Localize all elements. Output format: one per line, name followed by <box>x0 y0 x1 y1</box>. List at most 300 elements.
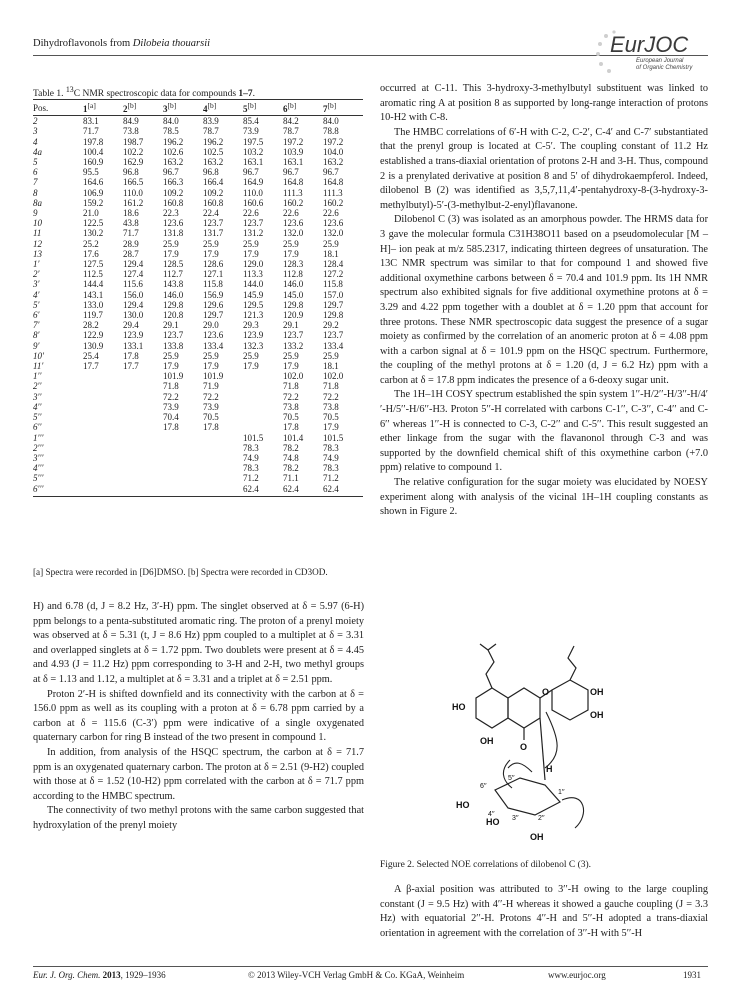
right-column-tail <box>380 883 708 941</box>
table-cell: 110.0 <box>123 187 143 198</box>
table-cell: 74.8 <box>283 452 299 463</box>
table-cell <box>163 453 203 463</box>
table-row <box>33 341 363 351</box>
table-cell: 71.9 <box>203 381 219 392</box>
table-cell: 197.8 <box>83 136 104 147</box>
table-cell: 17.6 <box>83 248 99 259</box>
paragraph: Proton 2′-H is shifted downfield and its connectivity with the carbon at δ = 156.0 ppm as well as its coupling with a proton at δ = 6.78 ppm carried by a carbon at δ = 115.6 (C-3′) ppm were indicative of a single oxygenated quaternary carbon for ring B instead of the two present in compound 1. <box>33 688 364 744</box>
table-cell-position: 4a <box>33 146 42 157</box>
table-cell <box>123 473 163 483</box>
table-cell: 127.5 <box>83 259 104 270</box>
table-cell: 78.3 <box>243 442 259 453</box>
table-cell: 17.8 <box>283 422 299 433</box>
table-cell: 78.3 <box>323 463 339 474</box>
header-compound: 6[b] <box>283 100 323 116</box>
table-cell: 22.4 <box>203 208 219 219</box>
label-h: H <box>546 764 553 774</box>
table-cell: 162.9 <box>123 157 144 168</box>
table-cell-position: 3′′′ <box>33 452 44 463</box>
table-cell: 62.4 <box>323 484 363 497</box>
table-cell: 25.9 <box>323 350 339 361</box>
table-cell: 71.8 <box>323 381 339 392</box>
table-cell <box>83 371 123 381</box>
table-cell: 84.2 <box>283 116 299 127</box>
table-cell: 111.3 <box>323 187 343 198</box>
table-cell: 25.2 <box>83 238 99 249</box>
table-cell: 133.8 <box>163 340 184 351</box>
left-column-text <box>33 600 364 834</box>
table-cell-position: 3′′ <box>33 391 42 402</box>
footer-rule <box>33 966 708 967</box>
label-pos: 2′′ <box>538 815 545 822</box>
table-cell: 123.7 <box>163 330 184 341</box>
label-pos: 3′′ <box>512 815 519 822</box>
table-cell: 161.2 <box>123 197 144 208</box>
table-cell: 70.5 <box>203 412 219 423</box>
table-cell <box>163 433 203 443</box>
table-cell: 197.2 <box>283 136 304 147</box>
table-cell: 164.6 <box>83 177 104 188</box>
table-cell: 72.2 <box>283 391 299 402</box>
table-cell: 95.5 <box>83 167 99 178</box>
table-row <box>33 422 363 432</box>
table-cell: 22.3 <box>163 208 179 219</box>
noe-structure-figure <box>450 640 630 860</box>
ring-b <box>552 680 588 720</box>
table-cell: 101.9 <box>203 371 224 382</box>
header-compound: 4[b] <box>203 100 243 116</box>
table-cell: 73.9 <box>243 126 259 137</box>
table-cell: 133.4 <box>323 340 344 351</box>
table-cell: 164.8 <box>323 177 344 188</box>
table-cell: 28.7 <box>123 248 139 259</box>
table-cell <box>243 392 283 402</box>
table-cell: 74.9 <box>323 452 339 463</box>
table-cell-position: 3′ <box>33 279 40 290</box>
table-cell: 146.0 <box>283 279 304 290</box>
table-cell-position: 13 <box>33 248 42 259</box>
table-cell: 132.0 <box>323 228 344 239</box>
paragraph: Dilobenol C (3) was isolated as an amorphous powder. The HRMS data for 3 gave the molecular formula C31H38O11 based on a pseudomolecular [M – H]– ion peak at m/z 585.2317, indicating thirteen degrees of unsaturation. The 13C NMR spectrum was similar to that for compound 1 and showed five additional oxymethine carbons between δ = 70.4 and 101.9 ppm. Its 1H NMR spectrum also exhibited signals for five additional oxymethine protons at δ = 3.29 and 4.22 ppm together with a doublet at δ = 1.20 ppm that account for three protons. These NMR spectroscopic data suggest the presence of a sugar moiety as confirmed by the correlation of an anomeric proton at δ = 4.08 ppm with a carbon signal at δ = 101.9 ppm on the HSQC spectrum. Furthermore, the coupling of the methyl protons at δ = 1.20 (d, J = 6.2 Hz) ppm with a carbon at δ = 17.8 ppm indicates the presence of a 6-deoxy sugar unit. <box>380 214 708 386</box>
table-cell: 73.9 <box>203 401 219 412</box>
table-cell: 17.9 <box>203 248 219 259</box>
table-cell: 163.2 <box>203 157 224 168</box>
table-cell: 146.0 <box>163 289 184 300</box>
header-compound: 3[b] <box>163 100 203 116</box>
table-cell-position: 8′ <box>33 330 40 341</box>
prenyl-bond <box>480 644 488 650</box>
noe-arrow <box>508 763 532 772</box>
table-row <box>33 198 363 208</box>
paragraph: occurred at C-11. This 3-hydroxy-3-methylbutyl substituent was linked to aromatic ring A at position 8 as supported by long-range interaction of protons 10-H2 with C-8. <box>380 83 708 124</box>
table-row <box>33 208 363 218</box>
table-cell: 130.2 <box>83 228 104 239</box>
table-cell: 130.9 <box>83 340 104 351</box>
table-row <box>33 177 363 187</box>
table-cell: 102.0 <box>283 371 304 382</box>
table-cell: 122.5 <box>83 218 104 229</box>
table-cell: 71.7 <box>83 126 99 137</box>
table-cell-position: 7′ <box>33 320 40 331</box>
table-cell: 104.0 <box>323 146 344 157</box>
table-cell-position: 11′ <box>33 361 44 372</box>
table-cell: 83.1 <box>83 116 99 127</box>
table-cell: 145.0 <box>283 289 304 300</box>
table-cell: 71.7 <box>123 228 139 239</box>
table-cell: 143.8 <box>163 279 184 290</box>
table-cell: 129.4 <box>123 299 144 310</box>
table-cell: 103.9 <box>283 146 304 157</box>
table-row <box>33 443 363 453</box>
table-cell-position: 1′′′ <box>33 432 44 443</box>
table-cell: 111.3 <box>283 187 303 198</box>
table-cell: 22.6 <box>243 208 259 219</box>
table-row <box>33 239 363 249</box>
table-cell <box>203 484 243 497</box>
table-cell: 123.7 <box>283 330 304 341</box>
table-cell: 78.2 <box>283 463 299 474</box>
paragraph: The connectivity of two methyl protons with the same carbon suggested that hydroxylation of the prenyl moiety <box>33 805 364 831</box>
table-cell: 133.2 <box>283 340 304 351</box>
table-cell: 29.1 <box>163 320 179 331</box>
table-cell: 123.7 <box>323 330 344 341</box>
table-cell: 25.9 <box>283 238 299 249</box>
table-cell: 166.4 <box>203 177 224 188</box>
label-sugar-ho: HO <box>456 800 470 810</box>
table-cell-position: 9 <box>33 208 38 219</box>
table-cell-position: 8a <box>33 197 42 208</box>
table-cell: 123.9 <box>243 330 264 341</box>
table-row <box>33 137 363 147</box>
table-row <box>33 249 363 259</box>
table-cell <box>243 402 283 412</box>
table-cell: 103.2 <box>243 146 264 157</box>
table-cell-position: 8 <box>33 187 38 198</box>
table-row <box>33 381 363 391</box>
paragraph: H) and 6.78 (d, J = 8.2 Hz, 3′-H) ppm. The singlet observed at δ = 5.97 (6-H) ppm belongs to a penta-substituted aromatic ring. The proton of a prenyl moiety was observed at δ = 5.31 (t, J = 8.6 Hz) ppm coupled to a multiplet at δ = 3.31 and overlapped singlets at δ = 1.72 ppm. Two doublets were present at δ = 4.45 and 4.93 (J = 11.2 Hz) ppm corresponding to 3-H and 2-H, two methyl groups at δ = 1.13 and 1.12, a multiplet at δ = 3.31 and a triplet at δ = 2.51 ppm. <box>33 601 364 685</box>
paragraph: In addition, from analysis of the HSQC spectrum, the carbon at δ = 71.7 ppm is an oxygenated quaternary carbon. The proton at δ = 2.51 (9-H2) coupled with those at δ = 1.52 (10-H2) ppm correlated with the carbon at δ = 71.7 ppm according to the HMBC spectrum. <box>33 746 364 802</box>
table-cell: 17.8 <box>203 422 219 433</box>
table-cell: 129.6 <box>203 299 224 310</box>
paragraph: The 1H–1H COSY spectrum established the spin system 1′′-H/2′′-H/3′′-H/4′′-H/5′′-H/6′′-H3. Proton 5′′-H correlated with carbons C-1′′, C-3′′, C-4′′ and C-6′′ whereas 1′′-H is connected to C-3, C-2′′ and C-5′′. This result suggested an ether linkage from the sugar with the flavanonol through C-3 and was supported by the downfield chemical shift of this oxymethine carbon (+7.0 ppm) relative to compound 1. <box>380 389 708 474</box>
table-cell: 123.6 <box>203 330 224 341</box>
table-cell: 115.6 <box>123 279 143 290</box>
table-cell: 22.6 <box>323 208 339 219</box>
table-cell-position: 2′ <box>33 269 40 280</box>
table-row <box>33 463 363 473</box>
table-cell: 73.8 <box>123 126 139 137</box>
table-cell: 18.1 <box>323 248 339 259</box>
label-pos: 5′′ <box>508 775 515 782</box>
table-cell: 115.8 <box>203 279 223 290</box>
table-cell-position: 11 <box>33 228 42 239</box>
table-cell: 17.7 <box>123 361 139 372</box>
table-cell: 166.5 <box>123 177 144 188</box>
ether-linkage <box>540 718 545 780</box>
footer-citation: Eur. J. Org. Chem. 2013, 1929–1936 <box>33 970 166 980</box>
table-row <box>33 433 363 443</box>
table-cell: 83.9 <box>203 116 219 127</box>
label-pos: 6′′ <box>480 783 487 790</box>
table-cell: 85.4 <box>243 116 259 127</box>
table-cell: 101.5 <box>323 432 344 443</box>
table-cell: 78.2 <box>283 442 299 453</box>
table-cell-position: 6 <box>33 167 38 178</box>
table-cell: 163.2 <box>323 157 344 168</box>
right-column-text <box>380 82 708 520</box>
table-cell: 121.3 <box>243 310 264 321</box>
label-o: O <box>520 742 528 752</box>
table-cell: 71.1 <box>283 473 299 484</box>
table-cell: 72.2 <box>323 391 339 402</box>
table-cell: 102.5 <box>203 146 224 157</box>
table-cell: 156.0 <box>123 289 144 300</box>
table-cell: 78.8 <box>323 126 339 137</box>
prenyl-bond <box>488 644 496 650</box>
table-row <box>33 188 363 198</box>
table-row <box>33 473 363 483</box>
table-header-row <box>33 100 363 116</box>
table-cell: 78.5 <box>163 126 179 137</box>
noe-arrow <box>503 760 512 788</box>
table-cell-position: 4′′ <box>33 401 42 412</box>
table-cell: 133.0 <box>83 299 104 310</box>
table-cell: 109.2 <box>163 187 184 198</box>
table-cell-position: 10 <box>33 218 42 229</box>
prenyl-chain-b <box>568 646 576 680</box>
table-cell-position: 10′ <box>33 350 44 361</box>
table-cell: 84.0 <box>323 116 339 127</box>
table-cell: 129.8 <box>323 310 344 321</box>
table-footnote: [a] Spectra were recorded in [D6]DMSO. [b] Spectra were recorded in CD3OD. <box>33 567 328 577</box>
label-sugar-ho: HO <box>486 817 500 827</box>
table-cell: 123.9 <box>123 330 144 341</box>
ring-c <box>508 688 540 728</box>
figure-caption: Figure 2. Selected NOE correlations of dilobenol C (3). <box>380 860 592 870</box>
header-pos: Pos. <box>33 100 83 116</box>
table-cell-position: 5′ <box>33 299 40 310</box>
table-cell: 120.9 <box>283 310 304 321</box>
table-row <box>33 371 363 381</box>
table-cell: 119.7 <box>83 310 103 321</box>
table-cell: 17.9 <box>163 361 179 372</box>
table-cell: 96.7 <box>283 167 299 178</box>
table-cell: 102.0 <box>323 371 344 382</box>
table-row <box>33 412 363 422</box>
table-cell <box>123 453 163 463</box>
table-cell: 102.6 <box>163 146 184 157</box>
table-cell <box>123 422 163 432</box>
table-cell <box>123 463 163 473</box>
table-cell <box>243 412 283 422</box>
table-cell: 101.5 <box>243 432 264 443</box>
table-cell: 18.6 <box>123 208 139 219</box>
label-pos: 4′′ <box>488 811 495 818</box>
table-cell <box>83 412 123 422</box>
table-cell: 62.4 <box>283 484 323 497</box>
table-cell <box>83 453 123 463</box>
table-cell: 96.7 <box>243 167 259 178</box>
table-cell: 129.0 <box>243 259 264 270</box>
table-cell: 102.2 <box>123 146 144 157</box>
table-cell: 25.9 <box>243 350 259 361</box>
table-row <box>33 126 363 136</box>
header-compound: 5[b] <box>243 100 283 116</box>
table-cell: 71.8 <box>283 381 299 392</box>
table-cell-position: 6′ <box>33 310 40 321</box>
table-cell: 129.7 <box>323 299 344 310</box>
table-cell: 129.5 <box>243 299 264 310</box>
table-caption: Table 1. $^{13}$C NMR spectroscopic data for compounds 1–7. <box>33 85 256 100</box>
label-ring-o: O <box>542 687 550 697</box>
table-cell: 84.9 <box>123 116 139 127</box>
table-cell: 144.4 <box>83 279 104 290</box>
table-cell: 128.5 <box>163 259 184 270</box>
table-cell <box>83 392 123 402</box>
table-cell: 78.3 <box>243 463 259 474</box>
table-cell: 160.2 <box>283 197 304 208</box>
footer-copyright: © 2013 Wiley-VCH Verlag GmbH & Co. KGaA, Weinheim <box>248 970 465 980</box>
table-cell <box>83 422 123 432</box>
table-cell-position: 1′ <box>33 259 40 270</box>
table-cell: 25.4 <box>83 350 99 361</box>
table-cell: 160.6 <box>243 197 264 208</box>
table-row <box>33 147 363 157</box>
paragraph: A β-axial position was attributed to 3′′-H owing to the large coupling constant (J = 9.5 Hz) with 4′′-H whereas it showed a gauche coupling (J = 3.3 Hz) with equatorial 2′′-H. Protons 4′′-H and 5′′-H adopted a trans-diaxial orientation in agreement with the correlation of 3′′-H with 5′′-H <box>380 884 708 939</box>
table-cell <box>83 381 123 391</box>
table-row <box>33 330 363 340</box>
table-cell: 129.8 <box>283 299 304 310</box>
table-cell: 101.4 <box>283 432 304 443</box>
label-oh: OH <box>590 687 604 697</box>
table-cell: 127.4 <box>123 269 144 280</box>
table-cell: 25.9 <box>203 350 219 361</box>
table-cell-position: 2′′′ <box>33 442 44 453</box>
table-cell-position: 4 <box>33 136 38 147</box>
noe-arrow <box>545 712 557 768</box>
table-row <box>33 228 363 238</box>
label-sugar-oh: OH <box>530 832 544 842</box>
table-cell-position: 6′′′ <box>33 484 83 497</box>
table-cell <box>203 473 243 483</box>
table-cell: 128.4 <box>323 259 344 270</box>
table-cell <box>83 443 123 453</box>
table-cell: 115.8 <box>323 279 343 290</box>
table-cell: 160.8 <box>163 197 184 208</box>
table-cell <box>243 371 283 381</box>
table-cell <box>163 443 203 453</box>
table-cell: 29.4 <box>123 320 139 331</box>
table-cell-position: 5′′ <box>33 412 42 423</box>
table-row <box>33 259 363 269</box>
table-row <box>33 218 363 228</box>
table-cell: 129.4 <box>123 259 144 270</box>
table-cell: 22.6 <box>283 208 299 219</box>
ring-a <box>476 688 508 728</box>
table-cell <box>243 381 283 391</box>
table-cell: 28.2 <box>83 320 99 331</box>
table-cell-position: 9′ <box>33 340 40 351</box>
table-cell: 112.7 <box>163 269 183 280</box>
table-cell-position: 5 <box>33 157 38 168</box>
table-row <box>33 157 363 167</box>
table-cell: 78.3 <box>323 442 339 453</box>
table-cell-position: 7 <box>33 177 38 188</box>
table-cell: 25.9 <box>323 238 339 249</box>
table-cell-position: 2 <box>33 116 38 127</box>
table-cell: 128.6 <box>203 259 224 270</box>
table-cell: 112.5 <box>83 269 103 280</box>
table-cell: 71.2 <box>323 473 339 484</box>
label-oh: OH <box>590 710 604 720</box>
table-cell <box>163 473 203 483</box>
table-cell: 160.9 <box>83 157 104 168</box>
running-header: Dihydroflavonols from Dilobeia thouarsii <box>33 38 211 49</box>
table-cell: 96.7 <box>163 167 179 178</box>
table-cell: 143.1 <box>83 289 104 300</box>
table-cell: 132.3 <box>243 340 264 351</box>
table-cell-position: 4′ <box>33 289 40 300</box>
table-cell: 17.9 <box>283 248 299 259</box>
table-cell: 17.8 <box>123 350 139 361</box>
table-cell: 18.1 <box>323 361 339 372</box>
table-cell: 29.2 <box>323 320 339 331</box>
table-cell: 156.9 <box>203 289 224 300</box>
table-cell: 25.9 <box>203 238 219 249</box>
table-row <box>33 300 363 310</box>
table-cell: 123.6 <box>283 218 304 229</box>
table-cell: 120.8 <box>163 310 184 321</box>
table-cell <box>83 402 123 412</box>
table-cell: 70.4 <box>163 412 179 423</box>
prenyl-chain <box>486 650 494 688</box>
table-cell-position: 6′′ <box>33 422 42 433</box>
table-cell: 196.2 <box>203 136 224 147</box>
table-cell: 21.0 <box>83 208 99 219</box>
table-row <box>33 320 363 330</box>
table-cell: 123.6 <box>163 218 184 229</box>
sugar-ring <box>495 778 560 815</box>
table-cell: 25.9 <box>283 350 299 361</box>
table-cell: 74.9 <box>243 452 259 463</box>
table-cell <box>163 463 203 473</box>
table-cell: 17.9 <box>243 248 259 259</box>
table-cell: 62.4 <box>243 484 283 497</box>
label-ho: HO <box>452 702 466 712</box>
nmr-table <box>33 99 363 497</box>
header-compound: 1[a] <box>83 100 123 116</box>
table-row <box>33 392 363 402</box>
paragraph: The relative configuration for the sugar moiety was elucidated by NOESY experiment along with analysis of the vicinal 1H–1H coupling constants as shown in Figure 2. <box>380 477 708 518</box>
table-cell: 106.9 <box>83 187 104 198</box>
table-cell <box>203 453 243 463</box>
table-cell: 70.5 <box>283 412 299 423</box>
paragraph: The HMBC correlations of 6′-H with C-2, C-2′, C-4′ and C-7′ substantiated that the prenyl group is located at C-5′. The coupling constant of 11.2 Hz established a trans-diaxial orientation of protons 2-H and 3-H. Thus, compound 2 is a prenylated derivative at position 8 and 5′ of dihydrokaempferol. Indeed, dilobenol B (2) was identified as 3,5,7,11,4′-pentahydroxy-8-(3-hydroxy-3-methylbutyl)-5′-(3-methylbut-2-enyl)flavanone. <box>380 126 708 211</box>
table-cell: 72.2 <box>203 391 219 402</box>
table-cell <box>123 412 163 422</box>
page-number: 1931 <box>683 970 701 980</box>
table-cell: 73.9 <box>163 401 179 412</box>
table-cell: 112.8 <box>283 269 303 280</box>
table-cell: 96.7 <box>323 167 339 178</box>
table-cell: 17.9 <box>323 422 339 433</box>
table-cell <box>123 484 163 497</box>
table-cell-position: 4′′′ <box>33 463 44 474</box>
table-cell: 100.4 <box>83 146 104 157</box>
table-cell: 129.8 <box>163 299 184 310</box>
table-cell <box>203 443 243 453</box>
table-cell: 131.7 <box>203 228 224 239</box>
